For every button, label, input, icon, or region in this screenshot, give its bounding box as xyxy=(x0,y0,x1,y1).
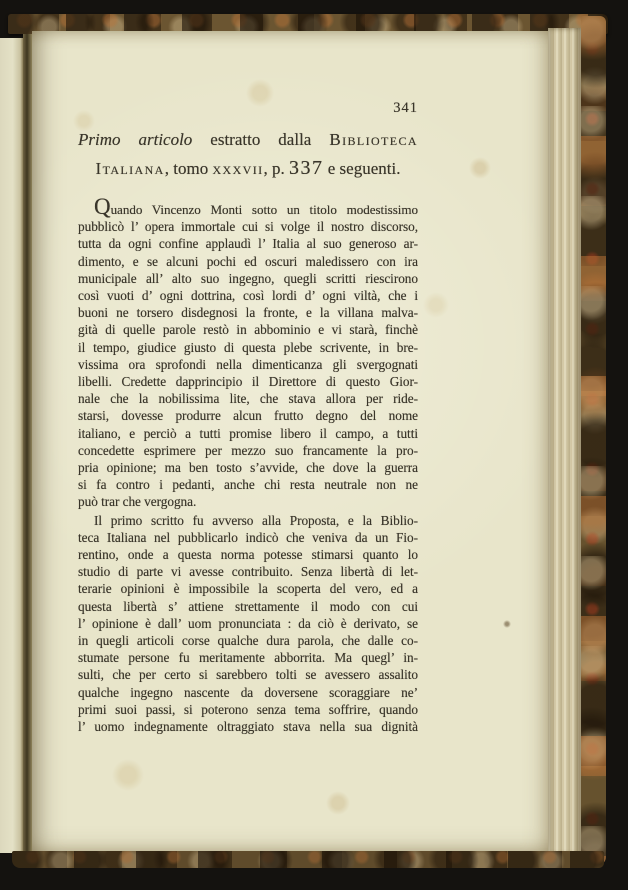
text-line: l’ uomo indegnamente oltraggiato stava nella sua dignità xyxy=(78,719,418,735)
heading-italic-part: Primo articolo xyxy=(78,130,193,149)
page-fore-edge xyxy=(548,28,581,855)
article-heading-line1 xyxy=(78,128,418,151)
text-line: può trar che vergogna. xyxy=(78,494,197,510)
text-line: Quando Vincenzo Monti sotto un titolo modestissimo xyxy=(94,194,418,219)
page-number: 341 xyxy=(393,100,418,116)
text-line: questa libertà s’ attiene strettamente il modo con cui xyxy=(78,598,418,614)
text-line: teca Italiana nel pubblicarlo indicò che veniva da un Fio- xyxy=(78,529,418,545)
text-line: l’ opinione è dall’ uom pronunciata : da ciò è derivato, se xyxy=(78,615,418,631)
text-line: qualche ingegno nascente da doversene scoraggiare ne’ xyxy=(78,684,418,700)
text-line: Il primo scritto fu avverso alla Proposta, e la Biblio- xyxy=(94,512,418,528)
text-line: pria opinione; ma ben tosto s’avvide, che dove la guerra xyxy=(78,460,418,476)
text-line: stumate persone fu meritamente abborrita. Ma quegl’ in- xyxy=(78,650,418,666)
text-line: italiano, e perciò a tutti promise libero il campo, a tutti xyxy=(78,425,418,441)
text-line: nale che la nobilissima lite, che stava allora per ride- xyxy=(78,391,418,407)
text-line: municipale all’ alto suo ingegno, quegli scritti riescirono xyxy=(78,270,418,286)
text-line: starsi, dovesse produrre alcun frutto degno del nome xyxy=(78,408,418,424)
text-line: pubblicò l’ opera immortale cui si volge il nostro discorso, xyxy=(78,219,418,235)
text-line: primi suoi passi, si poterono senza tema soffrire, quando xyxy=(78,701,418,717)
text-line: tutta da ogni confine applaudì l’ Italia al suo generoso ar- xyxy=(78,236,418,252)
text-block xyxy=(78,100,418,735)
heading-seguenti-label: e seguenti. xyxy=(323,159,401,178)
text-line: si fa contro i pedanti, anche chi resta neutrale non ne xyxy=(78,477,418,493)
text-line: gità di quelle parole restò in abbominio e vi starà, finchè xyxy=(78,322,418,338)
text-line: terarie opinioni è impossibile la scoperta del vero, ed a xyxy=(78,581,418,597)
text-line: il tempo, giudice giusto di questa plebe scrivente, in bre- xyxy=(78,339,418,355)
heading-journal-name: Biblioteca xyxy=(329,130,418,149)
text-line: libelli. Credette dapprincipio il Direttore di questo Gior- xyxy=(78,374,418,390)
article-heading-line2 xyxy=(78,156,418,181)
heading-tomo-label: , tomo xyxy=(164,159,213,178)
heading-page-label: , p. xyxy=(263,159,290,178)
heading-journal-name-2: Italiana xyxy=(95,159,165,178)
book-bottom-edge xyxy=(12,851,604,868)
text-line: rentino, onde a questa norma potesse stimarsi quanto lo xyxy=(78,547,418,563)
text-line: sulti, che per certo si sarebbero tolti se avessero assalito xyxy=(78,667,418,683)
text-line: concedette esprimere per mezzo suo francamente la pro- xyxy=(78,442,418,458)
text-line: vissima ora sprofondi nella dimenticanza gli svergognati xyxy=(78,356,418,372)
heading-volume-numeral: xxxvii xyxy=(212,159,264,178)
gutter-shadow xyxy=(23,34,32,854)
heading-page-ref: 337 xyxy=(289,157,324,179)
marbled-cover-edge xyxy=(581,16,606,865)
text-line: così vuoti d’ ogni dottrina, così lordi d’ ogni viltà, che i xyxy=(78,288,418,304)
facing-page-edge xyxy=(0,38,23,853)
text-line: buoni ne torsero disdegnosi la fronte, e la villana malva- xyxy=(78,305,418,321)
paragraph-2 xyxy=(78,512,418,736)
paragraph-1 xyxy=(78,194,418,511)
heading-roman-part: estratto dalla xyxy=(192,130,330,149)
text-line: dimento, e se alcuni pochi ed oscuri maledissero con ira xyxy=(78,253,418,269)
text-line: studio di parte vi avesse contribuito. Senza libertà di let- xyxy=(78,564,418,580)
text-line: in quegli articoli corse qualche dura parola, che dalle co- xyxy=(78,633,418,649)
